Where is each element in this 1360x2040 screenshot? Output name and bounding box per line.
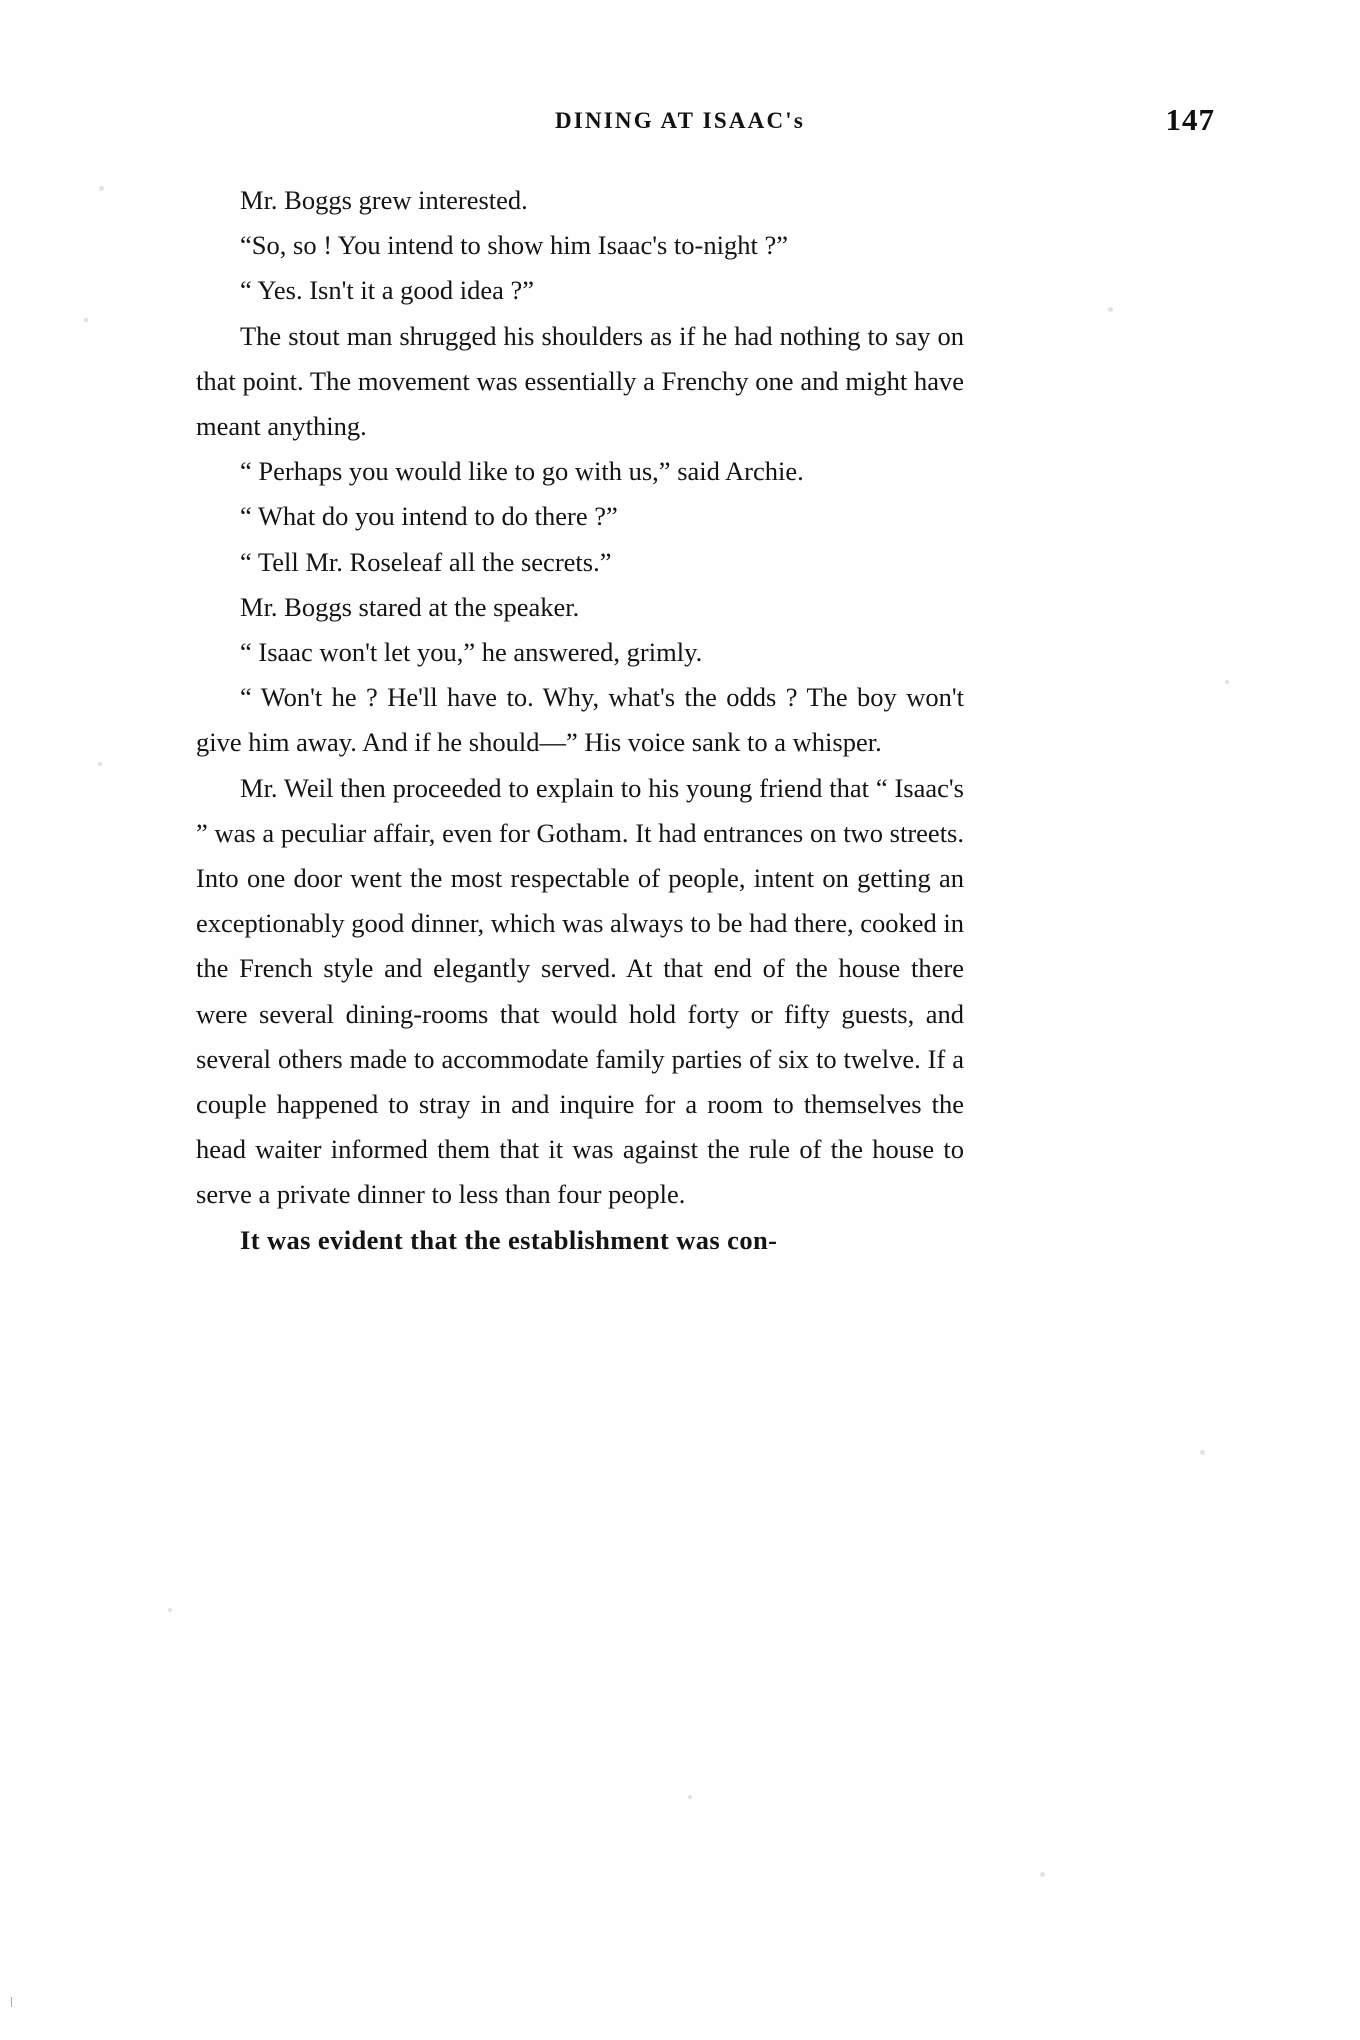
paper-speck — [1200, 1450, 1205, 1455]
paragraph: Mr. Boggs grew interested. — [240, 185, 528, 215]
paragraph: “ What do you intend to do there ?” — [240, 501, 618, 532]
paragraph: Mr. Boggs stared at the speaker. — [240, 591, 580, 622]
paper-speck — [1108, 307, 1113, 312]
paragraph: Mr. Weil then proceeded to explain to his young friend that “ Isaac's ” was a peculiar affair, even for Gotham. It had entrances on two streets. Into one door went the most respectable of people, intent on getting an exceptionably good dinner, which was always to be had there, cooked in the French style and elegantly served. At that end of the house there were several dining-rooms that would hold forty or fifty guests, and several others made to accommodate family parties of six to twelve. If a couple happened to stray in and inquire for a room to themselves the head waiter informed them that it was against the rule of the house to serve a private dinner to less than four people. — [196, 772, 964, 1210]
paragraph: “So, so ! You intend to show him Isaac's to-night ?” — [240, 230, 788, 261]
running-head: DINING AT ISAAC's — [555, 108, 805, 133]
paragraph: The stout man shrugged his shoulders as if he had nothing to say on that point. The movement was essentially a Frenchy one and might have meant anything. — [196, 320, 964, 442]
paragraph-catchline: It was evident that the establishment was con- — [240, 1224, 778, 1255]
paper-speck — [84, 318, 88, 322]
paragraph: “ Yes. Isn't it a good idea ?” — [240, 275, 535, 306]
paper-speck — [1225, 680, 1229, 684]
page-number: 147 — [1165, 102, 1215, 137]
paragraph: “ Won't he ? He'll have to. Why, what's the odds ? The boy won't give him away. And if he should—” His voice sank to a whisper. — [196, 682, 964, 758]
paper-speck — [168, 1608, 172, 1612]
paper-speck — [1040, 1872, 1045, 1877]
page-header — [0, 102, 1360, 148]
paper-speck — [688, 1795, 692, 1799]
edge-mark: ǀ — [10, 1995, 14, 2011]
paragraph: “ Perhaps you would like to go with us,” said Archie. — [240, 456, 804, 487]
paragraph: “ Isaac won't let you,” he answered, grimly. — [240, 637, 703, 668]
paper-speck — [99, 186, 104, 191]
paper-speck — [98, 762, 102, 766]
page-text-block — [196, 178, 964, 1263]
paragraph: “ Tell Mr. Roseleaf all the secrets.” — [240, 546, 612, 577]
